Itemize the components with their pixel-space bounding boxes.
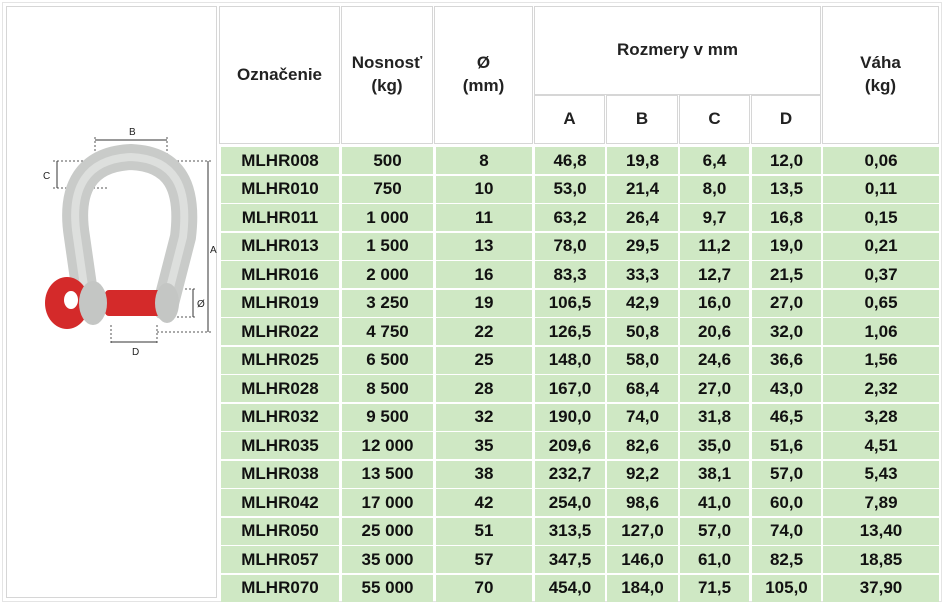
cell-d: 19,0 bbox=[752, 233, 821, 262]
dim-label-b: B bbox=[129, 127, 136, 138]
cell-d: 51,6 bbox=[752, 432, 821, 461]
cell-oznacenie: MLHR022 bbox=[221, 318, 339, 347]
dim-label-c: C bbox=[43, 171, 51, 182]
cell-nosnost: 35 000 bbox=[342, 546, 433, 575]
cell-a: 63,2 bbox=[535, 204, 605, 233]
cell-c: 24,6 bbox=[680, 347, 749, 376]
cell-vaha: 0,15 bbox=[823, 204, 939, 233]
cell-nosnost: 17 000 bbox=[342, 489, 433, 518]
cell-d: 12,0 bbox=[752, 147, 821, 176]
cell-d: 43,0 bbox=[752, 375, 821, 404]
cell-c: 12,7 bbox=[680, 261, 749, 290]
cell-d: 13,5 bbox=[752, 176, 821, 205]
cell-oznacenie: MLHR070 bbox=[221, 575, 339, 604]
cell-oznacenie: MLHR011 bbox=[221, 204, 339, 233]
cell-c: 71,5 bbox=[680, 575, 749, 604]
cell-oznacenie: MLHR028 bbox=[221, 375, 339, 404]
cell-vaha: 13,40 bbox=[823, 518, 939, 547]
cell-b: 50,8 bbox=[607, 318, 678, 347]
cell-c: 38,1 bbox=[680, 461, 749, 490]
cell-c: 8,0 bbox=[680, 176, 749, 205]
cell-c: 6,4 bbox=[680, 147, 749, 176]
cell-priemer: 28 bbox=[436, 375, 532, 404]
cell-priemer: 19 bbox=[436, 290, 532, 319]
cell-nosnost: 4 750 bbox=[342, 318, 433, 347]
cell-c: 35,0 bbox=[680, 432, 749, 461]
cell-oznacenie: MLHR042 bbox=[221, 489, 339, 518]
cell-vaha: 5,43 bbox=[823, 461, 939, 490]
cell-b: 26,4 bbox=[607, 204, 678, 233]
cell-c: 9,7 bbox=[680, 204, 749, 233]
cell-vaha: 3,28 bbox=[823, 404, 939, 433]
cell-d: 46,5 bbox=[752, 404, 821, 433]
dim-label-d: D bbox=[132, 347, 140, 358]
cell-oznacenie: MLHR010 bbox=[221, 176, 339, 205]
cell-nosnost: 750 bbox=[342, 176, 433, 205]
sub-header-b: B bbox=[606, 95, 678, 144]
cell-priemer: 25 bbox=[436, 347, 532, 376]
cell-c: 31,8 bbox=[680, 404, 749, 433]
cell-oznacenie: MLHR050 bbox=[221, 518, 339, 547]
cell-b: 68,4 bbox=[607, 375, 678, 404]
cell-d: 82,5 bbox=[752, 546, 821, 575]
cell-priemer: 35 bbox=[436, 432, 532, 461]
cell-d: 16,8 bbox=[752, 204, 821, 233]
cell-vaha: 0,65 bbox=[823, 290, 939, 319]
cell-vaha: 0,11 bbox=[823, 176, 939, 205]
cell-nosnost: 2 000 bbox=[342, 261, 433, 290]
cell-b: 21,4 bbox=[607, 176, 678, 205]
cell-b: 58,0 bbox=[607, 347, 678, 376]
cell-d: 57,0 bbox=[752, 461, 821, 490]
cell-a: 106,5 bbox=[535, 290, 605, 319]
cell-a: 232,7 bbox=[535, 461, 605, 490]
cell-priemer: 13 bbox=[436, 233, 532, 262]
cell-b: 146,0 bbox=[607, 546, 678, 575]
cell-b: 98,6 bbox=[607, 489, 678, 518]
cell-a: 454,0 bbox=[535, 575, 605, 604]
col-header-nosnost: Nosnosť (kg) bbox=[341, 6, 433, 144]
shackle-image-cell bbox=[6, 6, 217, 598]
cell-oznacenie: MLHR019 bbox=[221, 290, 339, 319]
cell-a: 313,5 bbox=[535, 518, 605, 547]
cell-c: 41,0 bbox=[680, 489, 749, 518]
cell-d: 32,0 bbox=[752, 318, 821, 347]
cell-priemer: 38 bbox=[436, 461, 532, 490]
cell-d: 74,0 bbox=[752, 518, 821, 547]
cell-a: 148,0 bbox=[535, 347, 605, 376]
cell-c: 20,6 bbox=[680, 318, 749, 347]
cell-nosnost: 12 000 bbox=[342, 432, 433, 461]
cell-b: 29,5 bbox=[607, 233, 678, 262]
cell-priemer: 70 bbox=[436, 575, 532, 604]
cell-c: 27,0 bbox=[680, 375, 749, 404]
cell-nosnost: 6 500 bbox=[342, 347, 433, 376]
cell-oznacenie: MLHR057 bbox=[221, 546, 339, 575]
col-header-vaha: Váha (kg) bbox=[822, 6, 939, 144]
cell-b: 82,6 bbox=[607, 432, 678, 461]
cell-vaha: 0,21 bbox=[823, 233, 939, 262]
cell-oznacenie: MLHR016 bbox=[221, 261, 339, 290]
cell-nosnost: 500 bbox=[342, 147, 433, 176]
shackle-pin bbox=[105, 290, 161, 316]
col-header-rozmery: Rozmery v mm bbox=[534, 6, 821, 95]
cell-oznacenie: MLHR025 bbox=[221, 347, 339, 376]
cell-b: 184,0 bbox=[607, 575, 678, 604]
cell-a: 78,0 bbox=[535, 233, 605, 262]
cell-a: 254,0 bbox=[535, 489, 605, 518]
cell-nosnost: 1 000 bbox=[342, 204, 433, 233]
cell-a: 190,0 bbox=[535, 404, 605, 433]
cell-a: 167,0 bbox=[535, 375, 605, 404]
cell-priemer: 22 bbox=[436, 318, 532, 347]
cell-nosnost: 8 500 bbox=[342, 375, 433, 404]
cell-vaha: 18,85 bbox=[823, 546, 939, 575]
cell-nosnost: 25 000 bbox=[342, 518, 433, 547]
cell-d: 21,5 bbox=[752, 261, 821, 290]
cell-oznacenie: MLHR035 bbox=[221, 432, 339, 461]
cell-priemer: 51 bbox=[436, 518, 532, 547]
cell-c: 16,0 bbox=[680, 290, 749, 319]
cell-b: 127,0 bbox=[607, 518, 678, 547]
cell-c: 11,2 bbox=[680, 233, 749, 262]
cell-nosnost: 9 500 bbox=[342, 404, 433, 433]
cell-vaha: 2,32 bbox=[823, 375, 939, 404]
cell-vaha: 1,06 bbox=[823, 318, 939, 347]
cell-a: 46,8 bbox=[535, 147, 605, 176]
cell-vaha: 37,90 bbox=[823, 575, 939, 604]
sub-header-c: C bbox=[679, 95, 750, 144]
sub-header-d: D bbox=[751, 95, 821, 144]
sub-header-a: A bbox=[534, 95, 605, 144]
cell-vaha: 4,51 bbox=[823, 432, 939, 461]
cell-priemer: 8 bbox=[436, 147, 532, 176]
cell-d: 105,0 bbox=[752, 575, 821, 604]
cell-oznacenie: MLHR008 bbox=[221, 147, 339, 176]
cell-nosnost: 55 000 bbox=[342, 575, 433, 604]
col-header-oznacenie: Označenie bbox=[219, 6, 340, 144]
cell-priemer: 16 bbox=[436, 261, 532, 290]
cell-d: 27,0 bbox=[752, 290, 821, 319]
cell-a: 209,6 bbox=[535, 432, 605, 461]
dim-label-phi: Ø bbox=[197, 299, 205, 310]
cell-a: 126,5 bbox=[535, 318, 605, 347]
cell-oznacenie: MLHR013 bbox=[221, 233, 339, 262]
cell-priemer: 42 bbox=[436, 489, 532, 518]
cell-b: 19,8 bbox=[607, 147, 678, 176]
cell-a: 53,0 bbox=[535, 176, 605, 205]
cell-vaha: 0,06 bbox=[823, 147, 939, 176]
cell-priemer: 32 bbox=[436, 404, 532, 433]
cell-nosnost: 3 250 bbox=[342, 290, 433, 319]
cell-nosnost: 1 500 bbox=[342, 233, 433, 262]
cell-oznacenie: MLHR038 bbox=[221, 461, 339, 490]
cell-a: 83,3 bbox=[535, 261, 605, 290]
cell-nosnost: 13 500 bbox=[342, 461, 433, 490]
cell-b: 42,9 bbox=[607, 290, 678, 319]
cell-oznacenie: MLHR032 bbox=[221, 404, 339, 433]
cell-vaha: 7,89 bbox=[823, 489, 939, 518]
cell-priemer: 10 bbox=[436, 176, 532, 205]
cell-c: 61,0 bbox=[680, 546, 749, 575]
cell-priemer: 57 bbox=[436, 546, 532, 575]
cell-d: 60,0 bbox=[752, 489, 821, 518]
cell-vaha: 0,37 bbox=[823, 261, 939, 290]
cell-d: 36,6 bbox=[752, 347, 821, 376]
cell-b: 33,3 bbox=[607, 261, 678, 290]
cell-c: 57,0 bbox=[680, 518, 749, 547]
cell-a: 347,5 bbox=[535, 546, 605, 575]
col-header-priemer: Ø (mm) bbox=[434, 6, 533, 144]
cell-priemer: 11 bbox=[436, 204, 532, 233]
shackle-diagram bbox=[7, 7, 218, 599]
cell-vaha: 1,56 bbox=[823, 347, 939, 376]
cell-b: 74,0 bbox=[607, 404, 678, 433]
dim-label-a: A bbox=[210, 245, 217, 256]
cell-b: 92,2 bbox=[607, 461, 678, 490]
